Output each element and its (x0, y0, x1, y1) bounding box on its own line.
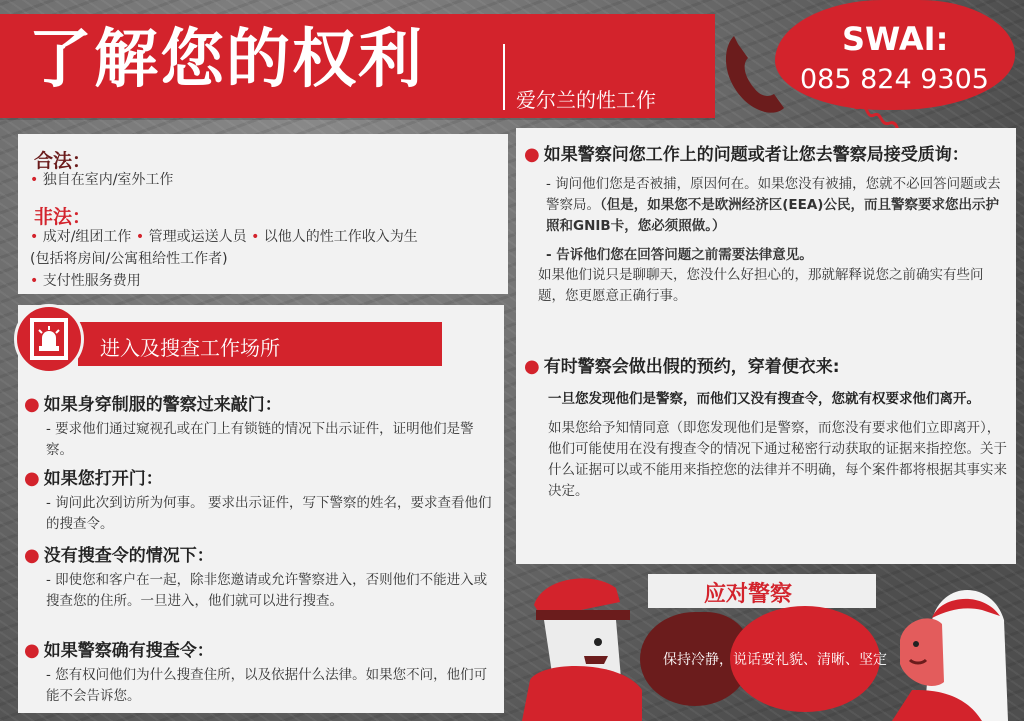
entry-answer: - 即使您和客户在一起，除非您邀请或允许警察进入，否则他们不能进入或搜查您的住所。一旦进入，他们就可以进行搜查。 (46, 572, 488, 609)
illegal-item: • 支付性服务费用 (30, 273, 141, 289)
entry-section (24, 390, 494, 461)
entry-section-title: 进入及搜查工作场所 (100, 336, 280, 360)
entry-question: ● 如果身穿制服的警察过来敲门： (24, 394, 282, 415)
page-subtitle: 爱尔兰的性工作 (516, 88, 656, 112)
fake-booking-section (524, 352, 1008, 502)
entry-question: ● 如果警察确有搜查令： (24, 640, 214, 661)
questioning-question: ● 如果警察问您工作上的问题或者让您去警察局接受质询： (524, 144, 969, 165)
respond-advice: 保持冷静，说话要礼貌、清晰、坚定 (663, 652, 887, 668)
entry-answer: - 要求他们通过窥视孔或在门上有锁链的情况下出示证件，证明他们是警察。 (46, 421, 474, 458)
page-title: 了解您的权利 (28, 23, 424, 97)
legal-item: • 独自在室内/室外工作 (30, 172, 174, 188)
respond-title: 应对警察 (704, 582, 793, 607)
entry-question: ● 如果您打开门： (24, 468, 163, 489)
entry-section (24, 541, 494, 612)
questioning-section (524, 142, 1008, 307)
entry-question: ● 没有搜查令的情况下： (24, 545, 214, 566)
questioning-answer: - 询问他们您是否被捕，原因何在。如果您没有被捕，您就不必回答问题或去警察局。（但是，如果您不是欧洲经济区(EEA)公民，而且警察要求您出示护照和GNIB卡，您必须照做。） (546, 175, 1001, 234)
door-siren-icon (26, 316, 72, 362)
swai-phone-number[interactable]: 085 824 9305 (800, 64, 989, 95)
illegal-item-note: (包括将房间/公寓租给性工作者) (30, 251, 228, 267)
chat-explanation: 如果他们说只是聊聊天，您没什么好担心的，那就解释说您之前确实有些问题，您更愿意正确行事。 (538, 267, 984, 305)
fake-booking-rights: 一旦您发现他们是警察，而他们又没有搜查令，您就有权要求他们离开。 (548, 391, 980, 407)
swai-label: SWAI: (842, 20, 949, 58)
title-divider (503, 44, 505, 110)
legal-heading: 合法： (34, 150, 92, 172)
legal-advice-note: - 告诉他们您在回答问题之前需要法律意见。 (546, 246, 813, 263)
entry-section (24, 636, 494, 707)
illegal-items-line: • 成对/组团工作 • 管理或运送人员 • 以他人的性工作收入为生 (30, 229, 418, 245)
entry-answer: - 询问此次到访所为何事。 要求出示证件，写下警察的姓名，要求查看他们的搜查令。 (46, 495, 492, 532)
fake-booking-question: ● 有时警察会做出假的预约，穿着便衣来: (524, 356, 840, 377)
entry-section (24, 464, 494, 535)
fake-booking-answer: 如果您给予知情同意（即您发现他们是警察，而您没有要求他们立即离开），他们可能使用在没有搜查令的情况下通过秘密行动获取的证据来指控您。关于什么证据可以或不能用来指控您的法律并不明确，每个案件都将根据其事实来决定。 (548, 419, 1007, 499)
entry-answer: - 您有权问他们为什么搜查住所，以及依据什么法律。如果您不问，他们可能不会告诉您。 (46, 667, 488, 704)
illegal-heading: 非法： (34, 206, 92, 228)
